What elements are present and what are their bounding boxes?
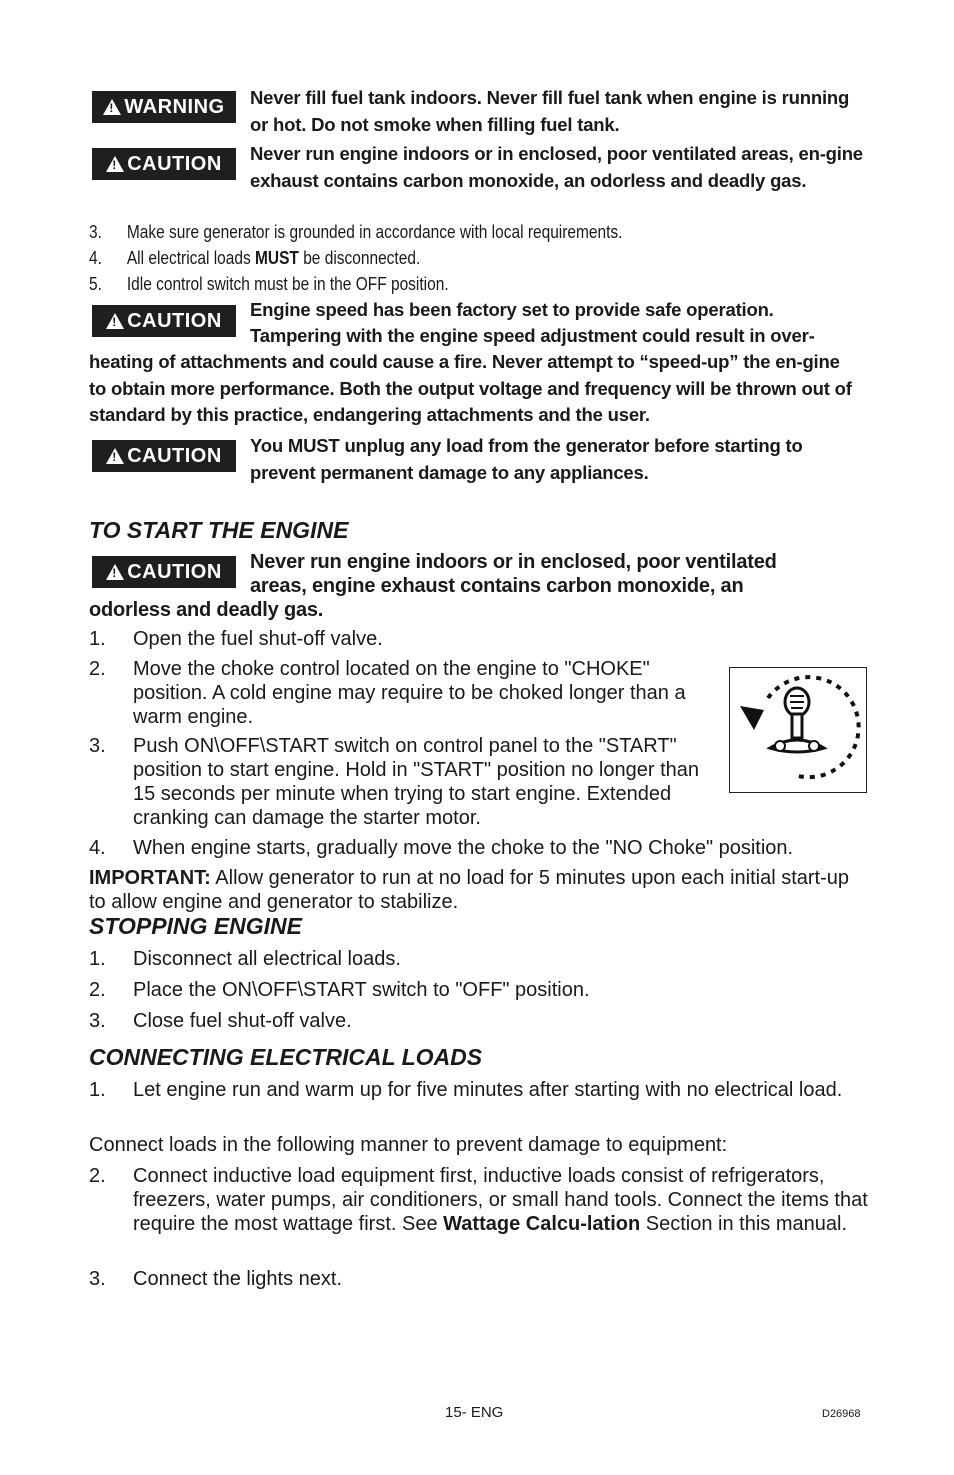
caution-text-line: areas, engine exhaust contains carbon monoxide, an [250,575,744,597]
list-item: 1. Let engine run and warm up for five minutes after starting with no electrical load. [89,1079,843,1101]
caution-badge: ! CAUTION [92,148,236,180]
warning-triangle-icon [106,564,124,580]
caution-text: Never run engine indoors or in enclosed, poor ventilated areas, en-gine exhaust contains carbon monoxide, an odorless and deadly gas. [250,143,863,191]
section-heading: TO START THE ENGINE [89,517,349,543]
section-heading: STOPPING ENGINE [89,913,303,939]
warning-badge: ! WARNING [92,91,236,123]
list-item: 3. Make sure generator is grounded in accordance with local requirements. [89,222,623,242]
choke-lever-icon [730,668,866,792]
list-item: 5. Idle control switch must be in the OFF position. [89,274,449,294]
list-item: 3. Close fuel shut-off valve. [89,1010,352,1032]
warning-triangle-icon [106,448,124,464]
list-item: 1. Disconnect all electrical loads. [89,948,401,970]
caution-badge: ! CAUTION [92,440,236,472]
important-note: IMPORTANT: Allow generator to run at no load for 5 minutes upon each initial start-up to allow engine and generator to stabilize. [89,867,849,913]
section-heading: CONNECTING ELECTRICAL LOADS [89,1044,483,1070]
caution-badge: ! CAUTION [92,305,236,337]
warning-triangle-icon [106,313,124,329]
list-item: 2. Place the ON\OFF\START switch to "OFF" position. [89,979,590,1001]
paragraph: Connect loads in the following manner to prevent damage to equipment: [89,1134,728,1156]
caution-text: You MUST unplug any load from the generator before starting to prevent permanent damage to any appliances. [250,435,803,483]
caution-text: heating of attachments and could cause a fire. Never attempt to “speed-up” the en-gine to obtain more performance. Both the output voltage and frequency will be thrown out of standard by this practice, endangering attachments and the user. [89,351,852,425]
list-item: 1. Open the fuel shut-off valve. [89,628,383,650]
list-item: 4. When engine starts, gradually move the choke to the "NO Choke" position. [89,837,794,859]
warning-text: Never fill fuel tank indoors. Never fill fuel tank when engine is running or hot. Do not smoke when filling fuel tank. [250,87,850,135]
caution-text: odorless and deadly gas. [89,599,324,621]
caution-badge: ! CAUTION [92,556,236,588]
caution-text-line: Tampering with the engine speed adjustment could result in over- [250,325,815,346]
list-item: 4. All electrical loads MUST be disconnected. [89,248,421,268]
warning-triangle-icon [106,156,124,172]
page-number: 15- ENG [445,1404,504,1421]
caution-text-line: Never run engine indoors or in enclosed, poor ventilated [250,551,777,573]
caution-text-line: Engine speed has been factory set to provide safe operation. [250,299,774,320]
list-item: 2. Connect inductive load equipment first, inductive loads consist of refrigerators, freezers, water pumps, air conditioners, or small hand tools. Connect the items that require the most wattage first. See Wattage Calcu-lation Section in this manual. [89,1165,868,1235]
warning-triangle-icon [103,99,121,115]
document-code: D26968 [822,1408,861,1420]
list-item: 3. Connect the lights next. [89,1268,343,1290]
choke-diagram [729,667,867,793]
list-item: 2. Move the choke control located on the engine to "CHOKE" position. A cold engine may require to be choked longer than a warm engine. [89,658,686,728]
list-item: 3. Push ON\OFF\START switch on control panel to the "START" position to start engine. Hold in "START" position no longer than 15 seconds per minute when trying to start engine. Extended cranking can damage the starter motor. [89,735,700,829]
